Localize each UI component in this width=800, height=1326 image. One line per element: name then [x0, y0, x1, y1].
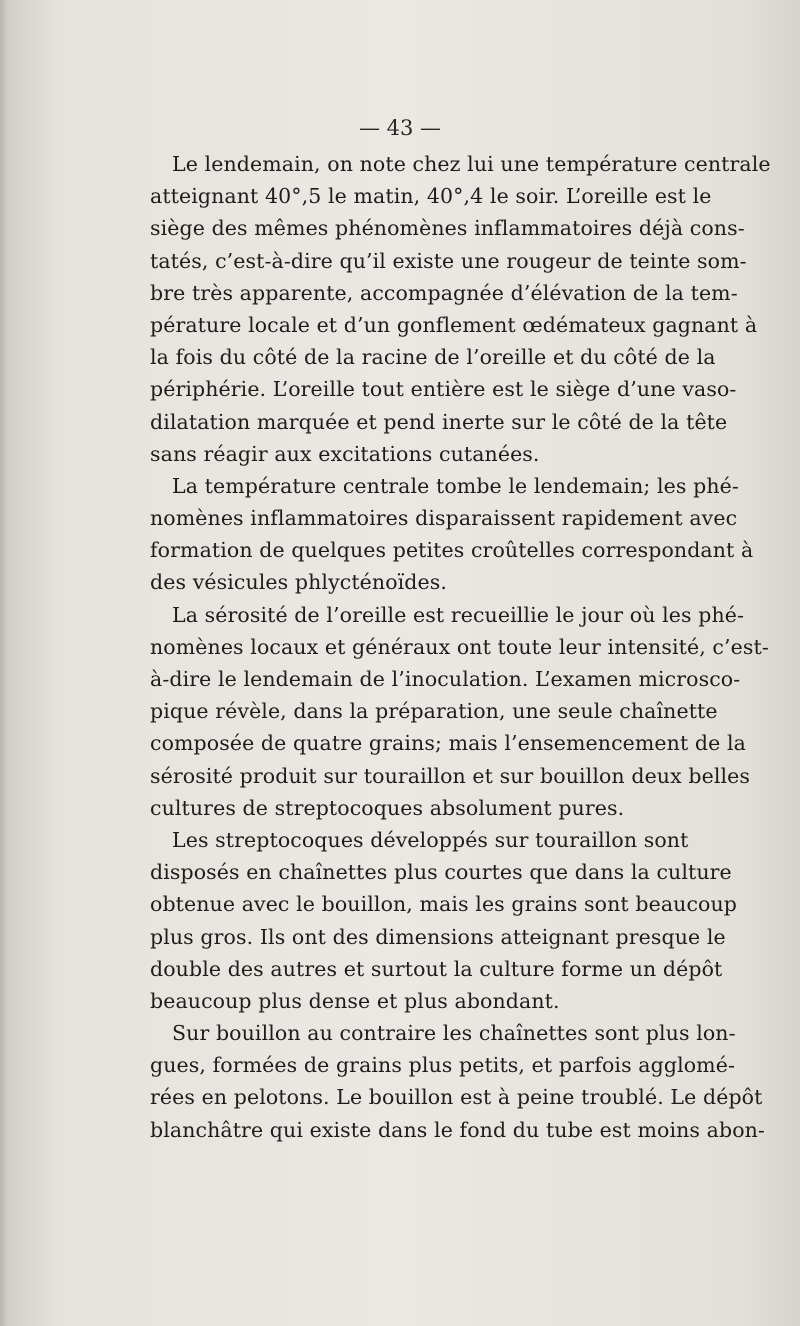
- page-edge-shadow: [0, 0, 8, 1326]
- text-line: périphérie. L’oreille tout entière est le siège d’une vaso-: [150, 377, 737, 402]
- text-line: Le lendemain, on note chez lui une température centrale: [172, 152, 771, 176]
- text-line: Les streptocoques développés sur touraillon sont: [172, 827, 689, 852]
- text-line: gues, formées de grains plus petits, et parfois agglomé-: [150, 1053, 735, 1078]
- text-line: beaucoup plus dense et plus abondant.: [150, 988, 560, 1013]
- text-line: La température centrale tombe le lendemain; les phé-: [172, 473, 739, 498]
- text-line: cultures de streptocoques absolument pures.: [150, 795, 625, 820]
- page-number: — 43 —: [358, 116, 442, 140]
- text-line: tatés, c’est-à-dire qu’il existe une rougeur de teinte som-: [150, 248, 747, 273]
- text-line: à-dire le lendemain de l’inoculation. L’examen microsco-: [150, 667, 741, 691]
- text-line: dilatation marquée et pend inerte sur le côté de la tête: [150, 409, 728, 434]
- text-line: La sérosité de l’oreille est recueillie le jour où les phé-: [172, 602, 745, 627]
- body-text: [150, 148, 771, 1146]
- text-line: des vésicules phlycténoïdes.: [150, 570, 447, 595]
- text-line: sans réagir aux excitations cutanées.: [150, 441, 540, 466]
- text-line: blanchâtre qui existe dans le fond du tube est moins abon-: [150, 1117, 765, 1142]
- text-line: nomènes locaux et généraux ont toute leur intensité, c’est-: [150, 634, 769, 659]
- text-line: siège des mêmes phénomènes inflammatoires déjà cons-: [150, 216, 745, 241]
- text-line: double des autres et surtout la culture forme un dépôt: [150, 956, 723, 981]
- text-line: composée de quatre grains; mais l’ensemencement de la: [150, 731, 746, 756]
- text-line: nomènes inflammatoires disparaissent rapidement avec: [150, 506, 738, 531]
- text-line: bre très apparente, accompagnée d’élévation de la tem-: [150, 280, 738, 305]
- text-line: sérosité produit sur touraillon et sur bouillon deux belles: [150, 763, 751, 788]
- text-line: rées en pelotons. Le bouillon est à peine troublé. Le dépôt: [150, 1085, 763, 1110]
- text-line: atteignant 40°,5 le matin, 40°,4 le soir. L’oreille est le: [150, 184, 712, 209]
- text-line: formation de quelques petites croûtelles correspondant à: [150, 538, 754, 563]
- text-line: pérature locale et d’un gonflement œdémateux gagnant à: [150, 312, 758, 337]
- text-line: obtenue avec le bouillon, mais les grains sont beaucoup: [150, 892, 738, 917]
- text-line: la fois du côté de la racine de l’oreille et du côté de la: [150, 345, 716, 370]
- text-line: pique révèle, dans la préparation, une seule chaînette: [150, 699, 718, 724]
- text-line: Sur bouillon au contraire les chaînettes sont plus lon-: [172, 1021, 736, 1046]
- text-line: disposés en chaînettes plus courtes que dans la culture: [150, 860, 732, 885]
- text-line: plus gros. Ils ont des dimensions atteignant presque le: [150, 924, 726, 949]
